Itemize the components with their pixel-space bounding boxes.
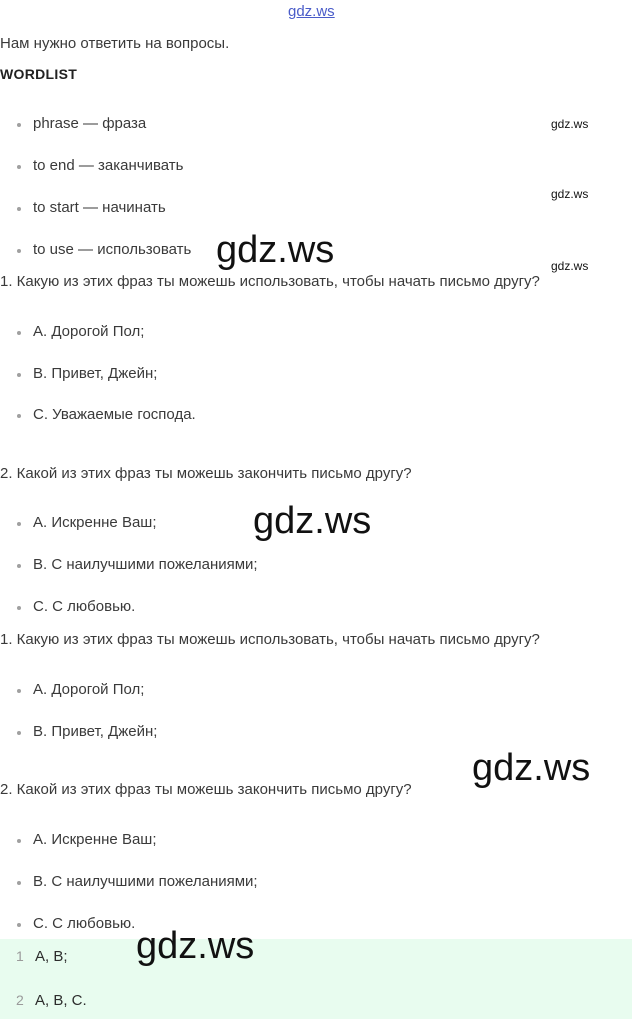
option-item: A. Дорогой Пол; [0, 681, 144, 698]
option-item: B. Привет, Джейн; [0, 723, 157, 740]
answer-number: 2 [16, 992, 24, 1008]
answer-row [0, 992, 632, 1016]
answer-number: 1 [16, 948, 24, 964]
wordlist-item: to end — заканчивать [0, 157, 183, 174]
option-item: C. Уважаемые господа. [0, 406, 196, 423]
answer-row [0, 948, 632, 972]
watermark-small: gdz.ws [551, 259, 589, 273]
question-1-repeat: 1. Какую из этих фраз ты можешь использовать, чтобы начать письмо другу? [0, 631, 540, 648]
wordlist-item: to use — использовать [0, 241, 191, 258]
option-item: A. Искренне Ваш; [0, 831, 157, 848]
option-item: C. С любовью. [0, 598, 135, 615]
option-item: B. С наилучшими пожеланиями; [0, 873, 258, 890]
wordlist-item: phrase — фраза [0, 115, 146, 132]
watermark-top[interactable]: gdz.ws [288, 3, 335, 20]
wordlist-heading: WORDLIST [0, 66, 78, 82]
watermark-big: gdz.ws [216, 229, 335, 271]
watermark-big: gdz.ws [253, 500, 372, 542]
question-1: 1. Какую из этих фраз ты можешь использовать, чтобы начать письмо другу? [0, 273, 540, 290]
option-item: B. С наилучшими пожеланиями; [0, 556, 258, 573]
wordlist-item: to start — начинать [0, 199, 166, 216]
question-2: 2. Какой из этих фраз ты можешь закончить письмо другу? [0, 465, 412, 482]
answer-text: A, B; [35, 948, 68, 965]
watermark-big: gdz.ws [136, 925, 255, 967]
answer-box [0, 939, 632, 1019]
watermark-big: gdz.ws [472, 747, 591, 789]
option-item: C. С любовью. [0, 915, 135, 932]
watermark-small: gdz.ws [551, 187, 589, 201]
question-2-repeat: 2. Какой из этих фраз ты можешь закончить письмо другу? [0, 781, 412, 798]
intro-text: Нам нужно ответить на вопросы. [0, 35, 230, 52]
watermark-small: gdz.ws [551, 117, 589, 131]
answer-text: A, B, C. [35, 992, 87, 1009]
option-item: B. Привет, Джейн; [0, 365, 157, 382]
option-item: A. Искренне Ваш; [0, 514, 157, 531]
option-item: A. Дорогой Пол; [0, 323, 144, 340]
